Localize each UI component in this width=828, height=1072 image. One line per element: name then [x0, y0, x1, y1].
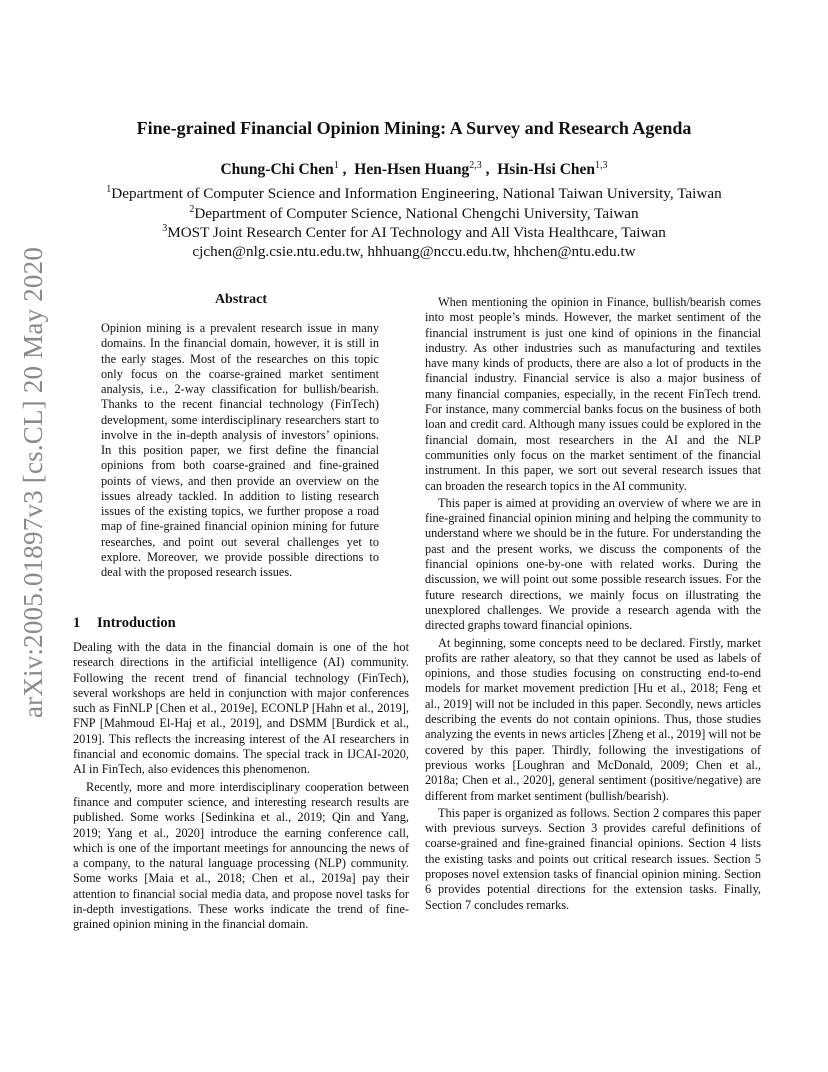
- body-paragraph: This paper is organized as follows. Section 2 compares this paper with previous surveys. Section 3 provides careful definitions of coarse-grained and fine-grained financial opinions. Section 4 lists the existing tasks and points out critical research issues. Section 5 proposes novel extension tasks of financial opinion mining. Section 6 provides potential directions for the extension tasks. Finally, Section 7 concludes remarks.: [425, 805, 761, 912]
- section-title: Introduction: [97, 615, 176, 631]
- body-paragraph: Recently, more and more interdisciplinary cooperation between finance and computer science, and interesting research results are published. Some works [Sedinkina et al., 2019; Qin and Yang, 2019; Yang et al., 2020] introduce the earning conference call, which is one of the important meetings for announcing the news of a company, to the natural language processing (NLP) community. Some works [Maia et al., 2018; Chen et al., 2019a] pay their attention to financial social media data, and propose novel tasks for in-depth investigations. These works indicate the trend of fine-grained opinion mining in the financial domain.: [73, 779, 409, 932]
- author-affiliation-mark: 1: [333, 160, 339, 171]
- author-affiliation-mark: 1,3: [595, 160, 608, 171]
- affiliation-text: MOST Joint Research Center for AI Technology and All Vista Healthcare, Taiwan: [167, 224, 666, 242]
- section-heading: [73, 615, 176, 632]
- author-name: Chung-Chi Chen: [220, 161, 334, 179]
- abstract-body: Opinion mining is a prevalent research issue in many domains. In the financial domain, however, it is still in the early stages. Most of the researches on this topic only focus on the coarse-grained market sentiment analysis, i.e., 2-way classification for bullish/bearish. Thanks to the recent financial technology (FinTech) development, some interdisciplinary researchers start to involve in the in-depth analysis of investors’ opinions. In this position paper, we first define the financial opinions from both coarse-grained and fine-grained points of views, and then provide an overview on the issues already tackled. In addition to listing research issues of the existing topics, we further propose a road map of fine-grained financial opinion mining for future researches, and point out several challenges yet to explore. Moreover, we provide possible directions to deal with the proposed research issues.: [101, 321, 379, 579]
- affiliation-line: [0, 204, 828, 223]
- affiliation-line: [0, 223, 828, 242]
- arxiv-identifier-text: arXiv:2005.01897v3 [cs.CL] 20 May 2020: [18, 246, 49, 718]
- author-affiliation-mark: 2,3: [469, 160, 482, 171]
- section-number: 1: [73, 615, 81, 631]
- affiliation-mark: 1: [106, 184, 112, 195]
- body-paragraph: At beginning, some concepts need to be declared. Firstly, market profits are rather aleatory, so that they cannot be used as labels of opinions, and those studies focusing on constructing end-to-end models for market movement prediction [Hu et al., 2018; Feng et al., 2019] will not be included in this paper. Secondly, news articles describing the events do not contain opinions. Thus, those studies analyzing the events in news articles [Zheng et al., 2019] will not be covered by this paper. Thirdly, following the investigations of previous works [Loughran and McDonald, 2009; Chen et al., 2018a; Chen et al., 2020], general sentiment (positive/negative) are different from market sentiment (bullish/bearish).: [425, 635, 762, 803]
- body-paragraph: When mentioning the opinion in Finance, bullish/bearish comes into most people’s minds. However, the market sentiment of the financial instrument is just one kind of opinions in the financial industry. As other industries such as manufacturing and textiles have many kinds of products, there are also a lot of products in the financial industry. Financial service is also a major business of many financial companies, especially, in the recent FinTech trend. For instance, many commercial banks focus on the business of both loan and credit card. Although many issues could be explored in the financial domain, most researchers in the AI and the NLP communities only focus on the market sentiment of the financial instrument. In this paper, we sort out several research issues that can broaden the research topics in the AI community.: [425, 295, 761, 493]
- affiliation-text: Department of Computer Science and Information Engineering, National Taiwan University, Taiwan: [111, 185, 722, 203]
- affiliation-text: Department of Computer Science, National Chengchi University, Taiwan: [194, 205, 639, 223]
- abstract-heading: Abstract: [214, 292, 268, 307]
- left-column-body: [73, 640, 409, 933]
- paper-title: Fine-grained Financial Opinion Mining: A Survey and Research Agenda: [136, 118, 692, 138]
- affiliation-mark: 2: [189, 204, 195, 215]
- arxiv-identifier-stamp: [4, 246, 64, 718]
- body-paragraph: Dealing with the data in the financial domain is one of the hot research directions in the artificial intelligence (AI) community. Following the recent trend of financial technology (FinTech), several workshops are held in conjunction with major conferences such as FinNLP [Chen et al., 2019e], ECONLP [Hahn et al., 2019], FNP [Mahmoud El-Haj et al., 2019], and DSMM [Burdick et al., 2019]. This reflects the increasing interest of the AI researchers in financial and economic domains. The special track in IJCAI-2020, AI in FinTech, also evidences this phenomenon.: [73, 640, 409, 777]
- author-emails: cjchen@nlg.csie.ntu.edu.tw, hhhuang@nccu.edu.tw, hhchen@ntu.edu.tw: [192, 243, 636, 260]
- author-name: Hen-Hsen Huang: [354, 161, 470, 179]
- right-column-body: [425, 295, 761, 913]
- author-list: Chung-Chi Chen$^1$ , Hen-Hsen Huang$^{2,3}$ , Hsin-Hsi Chen$^{1,3}$: [220, 160, 608, 179]
- body-paragraph: This paper is aimed at providing an overview of where we are in fine-grained financial opinion mining and helping the community to understand where we should be in the future. For understanding the past and the present works, we discuss the components of the financial opinions one-by-one with related works. During the discussion, we will point out some possible research issues. For the future research directions, we mainly focus on illustrating the unexplored challenges. We provide a research agenda with the directed graphs toward financial opinions.: [425, 495, 761, 633]
- affiliation-mark: 3: [162, 223, 168, 234]
- affiliation-line: [0, 184, 828, 203]
- author-name: Hsin-Hsi Chen: [497, 161, 596, 179]
